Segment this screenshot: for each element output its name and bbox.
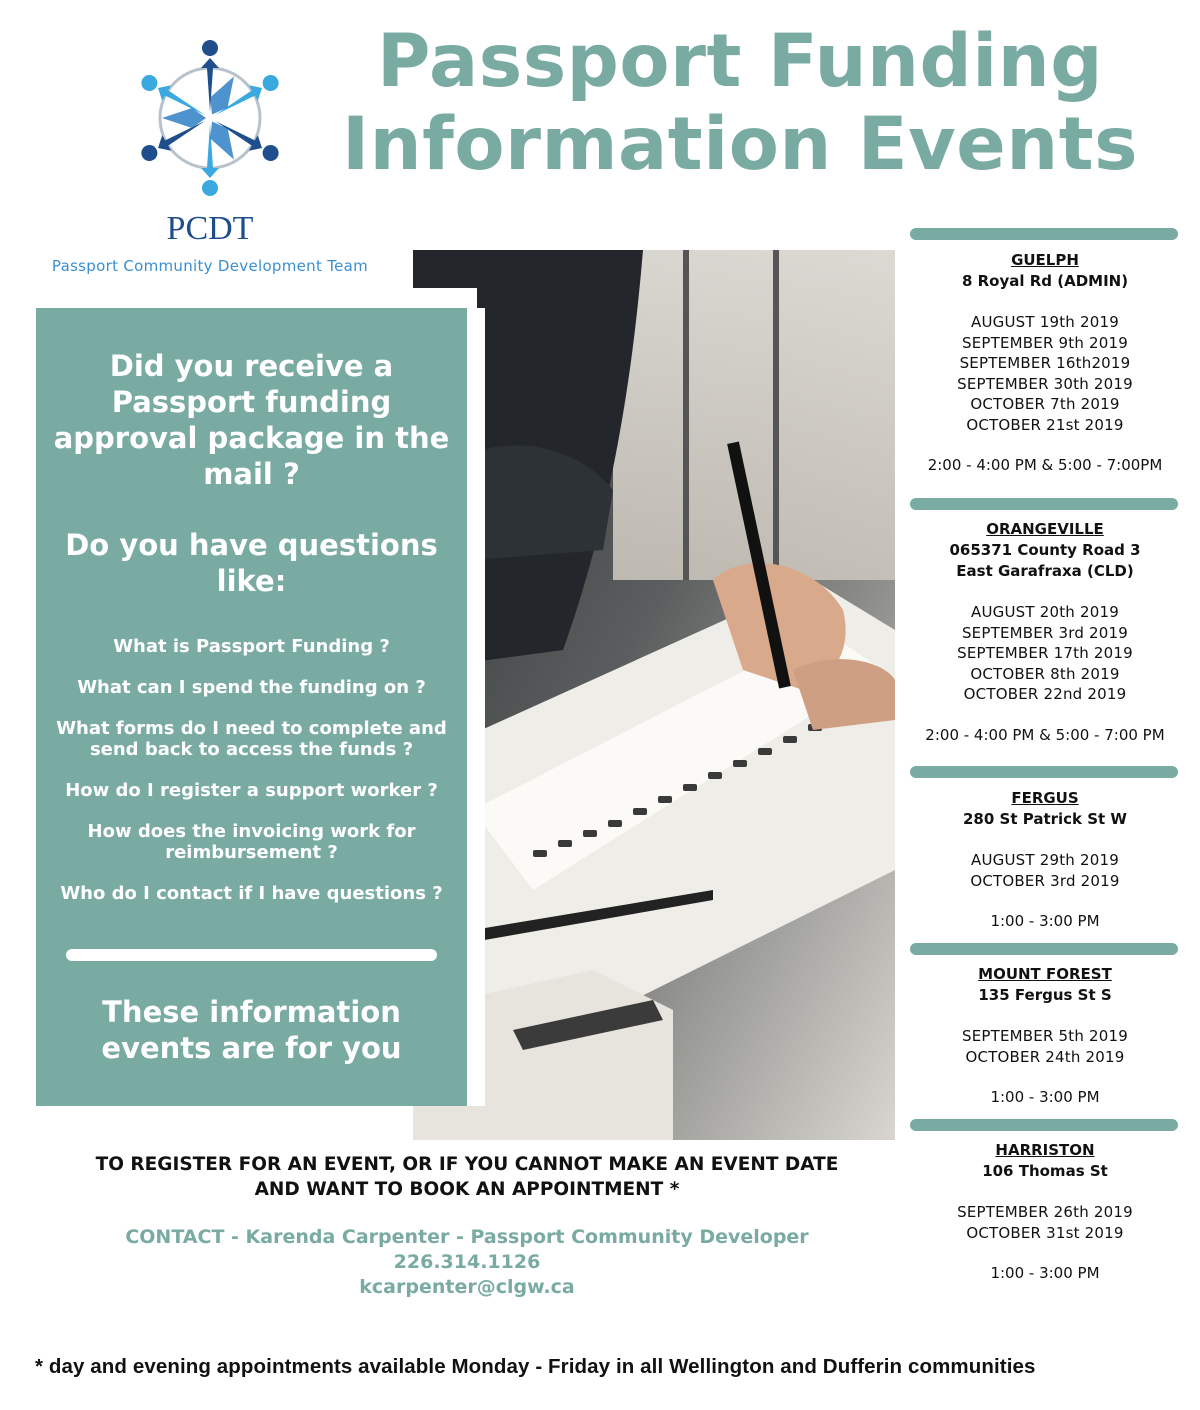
location-address: 106 Thomas St (982, 1162, 1108, 1180)
approval-package-question: Did you receive a Passport funding approval package in the mail ? (53, 349, 450, 491)
event-time: 2:00 - 4:00 PM & 5:00 - 7:00 PM (925, 725, 1165, 744)
title-line-2: Information Events (341, 102, 1139, 187)
page-title (300, 20, 1180, 186)
location-orangeville (910, 519, 1180, 745)
event-date: SEPTEMBER 26th 2019 (957, 1203, 1133, 1221)
notebook-writing-illustration (413, 250, 895, 1140)
location-harriston (910, 1140, 1180, 1283)
event-time: 1:00 - 3:00 PM (990, 912, 1100, 930)
question-item: Who do I contact if I have questions ? (60, 883, 443, 904)
section-divider (910, 1119, 1178, 1131)
location-fergus (910, 788, 1180, 931)
question-list (36, 636, 467, 924)
question-item: How does the invoicing work for reimbursement ? (87, 821, 416, 863)
event-date: OCTOBER 3rd 2019 (970, 871, 1120, 890)
register-line-2: AND WANT TO BOOK AN APPOINTMENT * (254, 1179, 680, 1200)
event-date: SEPTEMBER 3rd 2019 (961, 623, 1129, 642)
event-date: SEPTEMBER 17th 2019 (957, 644, 1133, 662)
event-date: SEPTEMBER 5th 2019 (961, 1027, 1129, 1045)
location-address: 280 St Patrick St W (963, 810, 1127, 828)
event-date: SEPTEMBER 16th2019 (959, 354, 1131, 372)
contact-email[interactable]: kcarpenter@clgw.ca (359, 1276, 575, 1298)
people-circle-logo-icon (130, 38, 290, 208)
location-guelph (910, 250, 1180, 475)
logo-full-name: Passport Community Development Team (51, 257, 369, 275)
event-time: 1:00 - 3:00 PM (990, 1088, 1100, 1106)
logo-abbreviation: PCDT (166, 210, 254, 247)
location-address: East Garafraxa (CLD) (956, 562, 1134, 580)
question-item: How do I register a support worker ? (65, 780, 438, 801)
appointments-footnote: * day and evening appointments available Monday - Friday in all Wellington and Dufferin communities (35, 1355, 1036, 1378)
location-address: 135 Fergus St S (978, 986, 1112, 1004)
location-dates (910, 1026, 1180, 1067)
panel-divider (66, 949, 437, 961)
questions-intro: Do you have questions like: (65, 528, 438, 598)
questions-panel (36, 308, 467, 1106)
section-divider (910, 498, 1178, 510)
registration-instructions (40, 1152, 894, 1202)
event-date: AUGUST 19th 2019 (971, 313, 1119, 331)
location-city: MOUNT FOREST (978, 965, 1112, 983)
section-divider (910, 766, 1178, 778)
contact-info (40, 1225, 894, 1300)
title-line-1: Passport Funding (376, 19, 1104, 104)
question-item: What is Passport Funding ? (113, 636, 390, 657)
event-date: OCTOBER 31st 2019 (966, 1223, 1124, 1242)
contact-person: CONTACT - Karenda Carpenter - Passport Community Developer (125, 1226, 809, 1248)
event-date: OCTOBER 7th 2019 (970, 395, 1120, 413)
event-date: AUGUST 29th 2019 (971, 851, 1119, 869)
location-mount-forest (910, 964, 1180, 1107)
location-city: FERGUS (1011, 789, 1079, 807)
register-line-1: TO REGISTER FOR AN EVENT, OR IF YOU CANNOT MAKE AN EVENT DATE (95, 1154, 839, 1175)
section-divider (910, 228, 1178, 240)
location-dates (910, 1202, 1180, 1243)
location-city: HARRISTON (995, 1141, 1095, 1159)
event-date: AUGUST 20th 2019 (971, 603, 1119, 621)
event-date: OCTOBER 21st 2019 (966, 415, 1124, 434)
location-dates (910, 602, 1180, 705)
event-time: 1:00 - 3:00 PM (990, 1264, 1100, 1282)
event-time: 2:00 - 4:00 PM & 5:00 - 7:00PM (927, 456, 1163, 474)
event-date: OCTOBER 8th 2019 (970, 664, 1120, 683)
location-address: 8 Royal Rd (ADMIN) (961, 272, 1129, 290)
location-dates (910, 312, 1180, 435)
section-divider (910, 943, 1178, 955)
location-address: 065371 County Road 3 (949, 541, 1141, 559)
event-date: OCTOBER 22nd 2019 (963, 685, 1127, 703)
location-city: ORANGEVILLE (986, 520, 1104, 538)
closing-statement: These information events are for you (101, 995, 402, 1065)
contact-phone[interactable]: 226.314.1126 (393, 1251, 541, 1273)
question-item: What can I spend the funding on ? (77, 677, 426, 698)
pcdt-logo (130, 38, 290, 208)
event-date: SEPTEMBER 30th 2019 (957, 374, 1133, 393)
location-dates (910, 850, 1180, 891)
location-city: GUELPH (1011, 251, 1079, 269)
event-date: OCTOBER 24th 2019 (965, 1047, 1125, 1066)
question-item: What forms do I need to complete and send back to access the funds ? (56, 718, 447, 760)
hero-photo (413, 250, 895, 1140)
event-date: SEPTEMBER 9th 2019 (961, 333, 1129, 352)
